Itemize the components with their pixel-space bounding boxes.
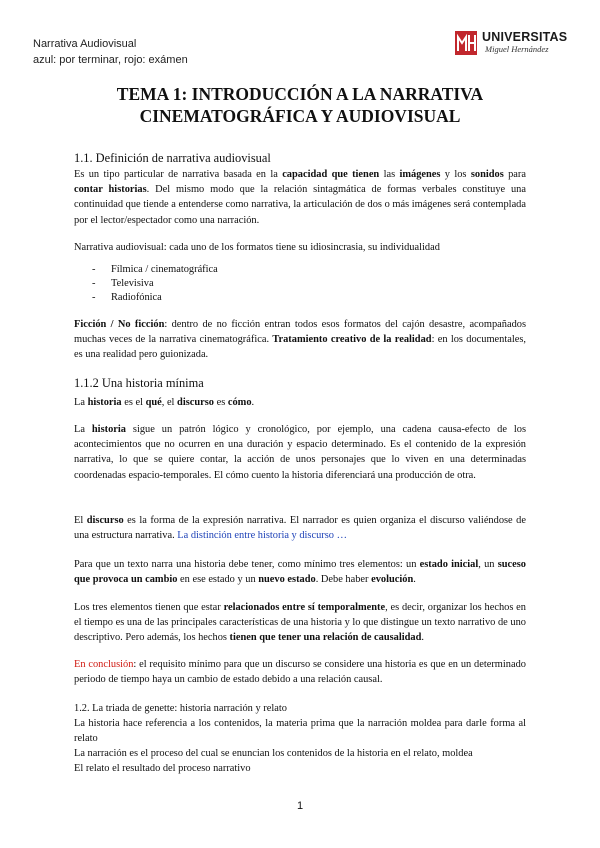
narration-definition: La narración es el proceso del cual se enuncian los contenidos de la historia en el relato, moldea xyxy=(74,748,473,759)
university-logo xyxy=(455,29,575,57)
history-definition: La historia hace referencia a los contenidos, la materia prima que la narración moldea para darle forma al relato xyxy=(74,718,526,745)
story-vs-discourse: La historia es el qué, el discurso es cómo. xyxy=(74,397,255,408)
relato-definition: El relato el resultado del proceso narrativo xyxy=(74,763,251,774)
conclusion-paragraph: En conclusión: el requisito mínimo para que un discurso se considere una historia es que en un determinado periodo de tiempo haya un cambio de estado debido a una relación causal. xyxy=(74,659,526,686)
page-header xyxy=(33,36,188,68)
elements-paragraph: Para que un texto narra una historia debe tener, como mínimo tres elementos: un estado inicial, un suceso que provoca un cambio en ese estado y un nuevo estado. Debe haber evolución. xyxy=(74,559,526,586)
story-paragraph: La historia sigue un patrón lógico y cronológico, por ejemplo, una cadena causa-efecto de los acontecimientos que no ocurren en una duración y espacio determinado. Es el contenido de la expresión narrativa, lo que se quiere contar, la acción de unos personajes que lo viven en una determinadas coordenadas espacio-temporales. El cómo cuento la historia diferenciará una producción de otra. xyxy=(74,424,527,481)
list-item: - Fílmica / cinematográfica xyxy=(92,264,218,275)
title-line-2: CINEMATOGRÁFICA Y AUDIOVISUAL xyxy=(139,106,461,126)
list-item: - Radiofónica xyxy=(92,292,162,303)
list-item: - Televisiva xyxy=(92,278,154,289)
discourse-paragraph: El discurso es la forma de la expresión narrativa. El narrador es quien organiza el discurso valiéndose de una estructura narrativa. La distinción entre historia y discurso … xyxy=(74,515,526,542)
fiction-paragraph: Ficción / No ficción: dentro de no ficción entran todos esos formatos del cajón desastre, acompañados muchas veces de la narrativa cinematográfica. Tratamiento creativo de la realidad: en los documentales, es una realidad pero guionizada. xyxy=(74,319,526,361)
section-heading-1-1-2: 1.1.2 Una historia mínima xyxy=(74,376,204,390)
document-title xyxy=(60,83,540,127)
section-heading-1-2: 1.2. La triada de genette: historia narración y relato xyxy=(74,703,287,714)
exam-highlight: En conclusión xyxy=(74,659,134,670)
title-line-1: TEMA 1: INTRODUCCIÓN A LA NARRATIVA xyxy=(116,84,484,104)
logo-subtitle: Miguel Hernández xyxy=(485,44,549,54)
temporal-paragraph: Los tres elementos tienen que estar relacionados entre sí temporalmente, es decir, organizar los hechos en el tiempo es una de las principales características de una historia y lo que distingue un texto narrativo de uno descriptivo. Pero además, los hechos tienen que tener una relación de causalidad. xyxy=(74,602,526,644)
logo-name: UNIVERSITAS xyxy=(482,30,568,44)
definition-paragraph: Es un tipo particular de narrativa basada en la capacidad que tienen las imágenes y los sonidos para contar historias. Del mismo modo que la relación sintagmática de formas verbales constituye una continuidad que tiende a entenderse como narrativa, la articulación de dos o más imágenes será contemplada por el lector/espectador como una narración. xyxy=(74,169,526,226)
formats-intro: Narrativa audiovisual: cada uno de los formatos tiene su idiosincrasia, su individualidad xyxy=(74,242,440,253)
section-heading-1-1: 1.1. Definición de narrativa audiovisual xyxy=(74,151,271,165)
header-color-legend: azul: por terminar, rojo: exámen xyxy=(33,54,188,66)
page-number: 1 xyxy=(296,800,304,812)
pending-note: La distinción entre historia y discurso … xyxy=(177,530,347,542)
university-logo-icon xyxy=(455,29,477,55)
header-course-name: Narrativa Audiovisual xyxy=(33,38,137,50)
